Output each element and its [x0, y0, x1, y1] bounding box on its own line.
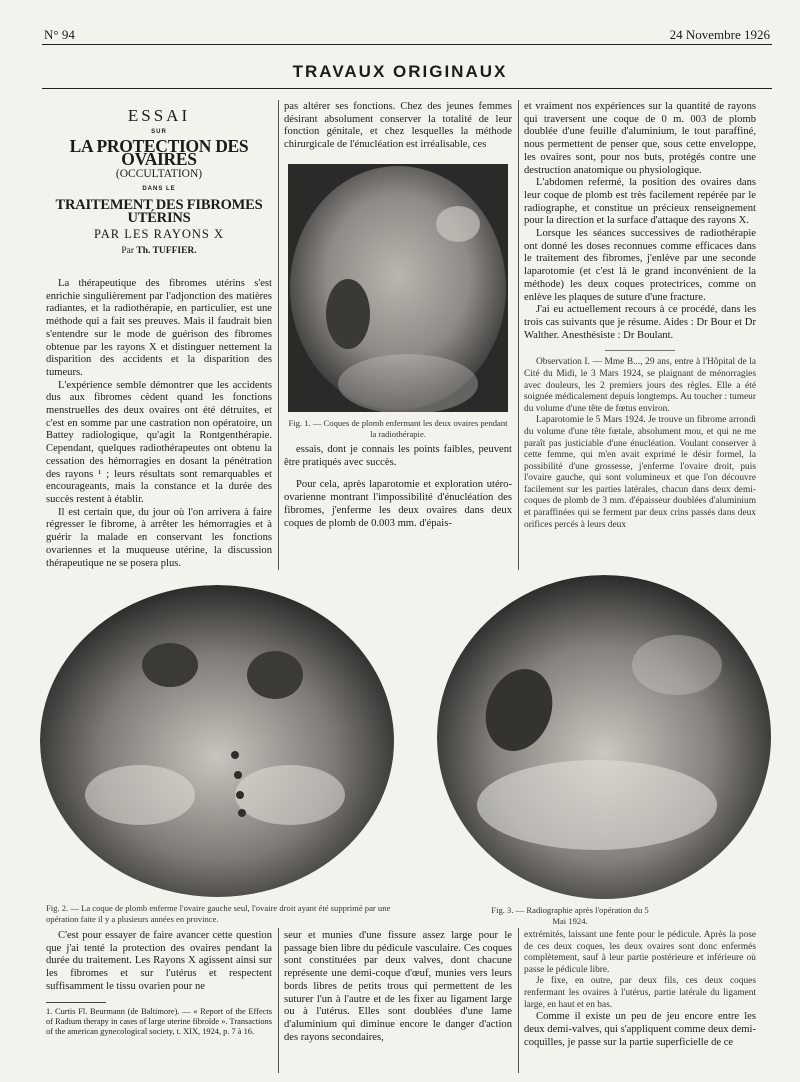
- bottom-column-2: [284, 930, 512, 1044]
- title-occultation: (OCCULTATION): [115, 167, 203, 180]
- column-divider: [278, 100, 279, 570]
- figure-3-image: [437, 575, 772, 900]
- paragraph: Pour cela, après laparotomie et exploration utéro-ovarienne montrant l'impossibilité d'énucléation des fibromes, j'enferme les deux ovaires dans deux coques de plomb de 0.003 mm. d'épais-: [284, 479, 512, 529]
- title-rayons: PAR LES RAYONS X: [93, 226, 225, 241]
- column-3: [524, 101, 756, 531]
- paragraph: Comme il existe un peu de jeu encore entre les deux demi-valves, qui s'appliquent comme deux demi-coquilles, je passe sur la partie superficielle de ce: [524, 1011, 756, 1048]
- author-name: Th. TUFFIER.: [136, 246, 197, 257]
- figure-1-radiograph: [288, 164, 508, 412]
- paragraph: seur et munies d'une fissure assez large pour le passage bien libre du pédicule vasculaire. Ces coques sont constituées par deux valves, dont chacune représente une demi-coque d'œuf, munies vers leurs bords libres de petits trous qui permettent de les suturer l'un à l'autre et de les fixer au ligament large ou à l'utérus. Elles sont doublées d'une lame d'aluminium qui diminue encore le danger d'action des rayons secondaires,: [284, 930, 512, 1043]
- title-essai: ESSAI: [127, 106, 191, 125]
- column-divider: [278, 928, 279, 1073]
- observation-paragraph: Observation I. — Mme B..., 29 ans, entre à l'Hôpital de la Cité du Midi, le 3 Mars 1924, se plaignant de ménorragies avec douleurs, les 2 premiers jours des règles. Elle a été soignée médicalement depuis longtemps. Au toucher : tumeur du volume d'une tête de fœtus environ.: [524, 357, 756, 414]
- footnote-rule: [46, 1002, 106, 1003]
- figure-1-image: [288, 164, 508, 412]
- bottom-column-3: [524, 930, 756, 1049]
- author-prefix: Par: [121, 246, 137, 257]
- paragraph: extrémités, laissant une fente pour le pédicule. Après la pose de ces deux coques, les deux ovaires sont donc enfermés complètement, sauf à leur partie postérieure et inférieure où passe le pédicule libre.: [524, 930, 756, 975]
- title-sur: SUR: [151, 128, 167, 135]
- paragraph: Je fixe, en outre, par deux fils, ces deux coques renfermant les ovaires à l'utérus, partie latérale du ligament large, en haut et en bas.: [524, 976, 756, 1010]
- title-main: LA PROTECTION DES OVAIRES: [69, 136, 249, 170]
- column-2: [284, 101, 512, 152]
- bottom-column-1: [46, 930, 272, 1037]
- paragraph: essais, dont je connais les points faibles, peuvent être pratiqués avec succès.: [284, 444, 512, 468]
- column-divider: [518, 928, 519, 1073]
- header-rule: [42, 44, 772, 45]
- paragraph: J'ai eu actuellement recours à ce procédé, dans les trois cas suivants que je résume. Aides : Dr Bour et Dr Walther. Anesthésiste : Dr Boulant.: [524, 304, 756, 341]
- paragraph: La thérapeutique des fibromes utérins s'est enrichie singulièrement par l'adjonction des matières radiantes, et la radiothérapie, en particulier, est une méthode qui a fait ses preuves. Mais il faudrait bien s'entendre sur le mode de guérison des fibromes obtenue par les rayons X et distinguer nettement la disparition des accidents et la disparition des tumeurs.: [46, 278, 272, 378]
- column-2-continued: [284, 444, 512, 530]
- figure-3-radiograph: [437, 575, 772, 900]
- section-title: TRAVAUX ORIGINAUX: [292, 62, 508, 81]
- paragraph: Il est certain que, du jour où l'on arrivera à faire régresser le fibrome, à arrêter les hémorragies et à guérir la malade en conservant les fonctions ovariennes et la muqueuse utérine, la discussion thérapeutique ne se posera plus.: [46, 506, 272, 569]
- paragraph: L'abdomen refermé, la position des ovaires dans leur coque de plomb est très facilement repérée par le radiographe, et constitue un précieux renseignement pour la direction et la surface d'attaque des rayons X.: [524, 177, 756, 227]
- figure-1-caption: Fig. 1. — Coques de plomb enfermant les deux ovaires pendant la radiothérapie.: [288, 418, 508, 439]
- figure-2-radiograph: [40, 585, 395, 897]
- paragraph: Lorsque les séances successives de radiothérapie ont donné les doses reconnues comme efficaces dans le traitement des fibromes, j'enlève par une seconde laparotomie (et c'est là le grand inconvénient de la méthode) les deux coques protectrices, comme on enlève les plaques de suture d'une fracture.: [524, 228, 756, 303]
- paragraph: C'est pour essayer de faire avancer cette question que j'ai tenté la protection des ovaires pendant la durée du traitement. Les Rayons X agissent ainsi sur les fibromes et sur l'utérus et respectent suffisamment le tissu ovarien pour ne: [46, 930, 272, 992]
- title-traitement: TRAITEMENT DES FIBROMES UTÉRINS: [55, 197, 263, 226]
- page-number: N° 94: [44, 27, 75, 42]
- separator: [605, 350, 675, 351]
- section-rule: [42, 88, 772, 89]
- title-dans-le: DANS LE: [142, 185, 176, 192]
- column-divider: [518, 100, 519, 570]
- paragraph: pas altérer ses fonctions. Chez des jeunes femmes désirant absolument conserver la totalité de leur fonction génitale, et chez lesquelles la méthode chirurgicale de l'énucléation est irréalisable, ces: [284, 101, 512, 151]
- paragraph: et vraiment nos expériences sur la quantité de rayons qui traversent une coque de 0 m. 003 de plomb doublée d'une feuille d'aluminium, le tout paraffiné, nous permettent de penser que, sous cette enveloppe, les ovaires sont, pour nos buts, protégés contre une destruction anatomique ou physiologique.: [524, 101, 756, 176]
- issue-date: 24 Novembre 1926: [669, 27, 770, 42]
- paragraph: L'expérience semble démontrer que les accidents dus aux fibromes cèdent quand les fonctions menstruelles des deux ovaires ont été détruites, et c'est en somme par une castration non opératoire, un Battey radiologique, qu'agit la Rontgenthérapie. Cependant, quelques radiothérapeutes ont obtenu la cessation des hémorragies en dosant la pénétration des rayons ¹ ; leurs résultats sont remarquables et encourageants, mais la constance et la durée des succès restent à établir.: [46, 379, 272, 505]
- author-line: [46, 245, 272, 258]
- figure-3-caption: Fig. 3. — Radiographie après l'opération du 5 Mai 1924.: [491, 905, 649, 926]
- column-1: [46, 106, 272, 570]
- figure-2-image: [40, 585, 395, 897]
- observation-block: [524, 357, 756, 531]
- article-title-block: [46, 106, 272, 258]
- footnote: 1. Curtis Fl. Beurmann (de Baltimore). — « Report of the Effects of Radium therapy in cases of large uterine fibroïde ». Transactions of the american gynecological society, t. XIX, 1924, p. 7 à 16.: [46, 1006, 272, 1036]
- observation-paragraph: Laparotomie le 5 Mars 1924. Je trouve un fibrome arrondi du volume d'une tête fœtale, absolument mou, et qui ne me paraît pas justiciable d'une énucléation. Voulant conserver à cette femme, qui m'en avait exprimé le désir formel, la possibilité d'une grossesse, j'enferme l'ovaire droit, puis l'ovaire gauche, qui sont volumineux et que l'on découvre facilement sur les parties latérales, chacun dans deux demi-coques de plomb de 3 mm. d'épaisseur doublées d'aluminium et paraffinées qui se ferment par deux crins passés dans deux orifices percés à leurs deux: [524, 415, 756, 530]
- figure-2-caption: Fig. 2. — La coque de plomb enferme l'ovaire gauche seul, l'ovaire droit ayant été supprimé par une opération faite il y a plusieurs années en province.: [46, 903, 391, 924]
